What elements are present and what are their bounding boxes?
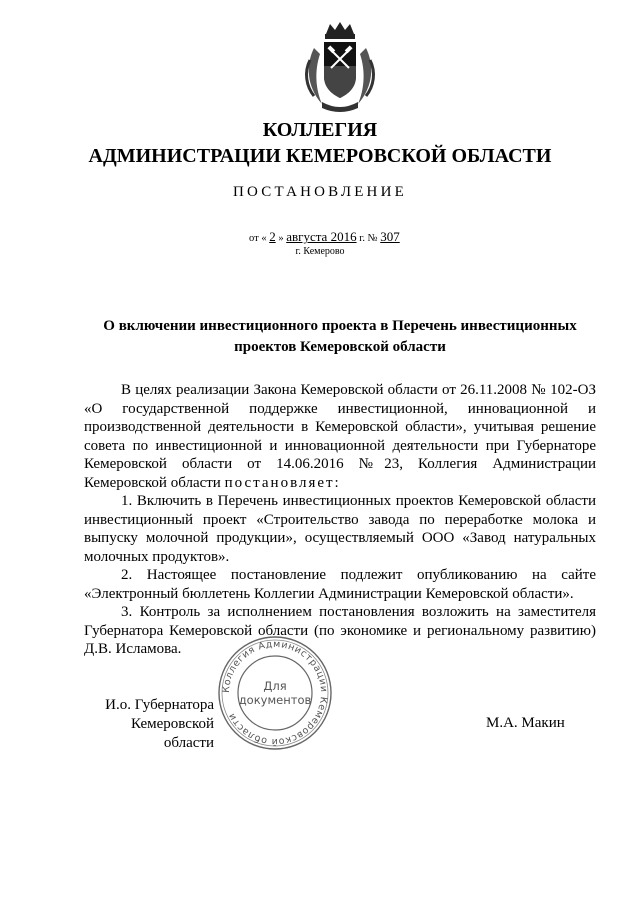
preamble-paragraph [84,381,596,492]
org-name-line1: КОЛЛЕГИЯ [262,119,378,141]
document-number: 307 [380,229,400,244]
org-name-line2: АДМИНИСТРАЦИИ КЕМЕРОВСКОЙ ОБЛАСТИ [88,145,552,167]
stamp-ring-text: Коллегия Администрации Кемеровской области [220,638,330,748]
item-3: 3. Контроль за исполнением постановления возложить на заместителя Губернатора Кемеровской области (по экономике и региональному развитию) Д.В. Исламова. [84,604,596,657]
signatory-name: М.А. Макин [486,715,565,731]
date-month-year: августа 2016 [286,229,357,244]
document-date-number [249,229,400,245]
date-prefix: от « [249,233,267,244]
number-prefix: № [367,233,378,244]
document-subject: О включении инвестиционного проекта в Перечень инвестиционных проектов Кемеровской области [103,318,577,355]
preamble-text: В целях реализации Закона Кемеровской области от 26.11.2008 № 102-ОЗ «О государственной поддержке инвестиционной, инновационной и производственной деятельности в Кемеровской области», учитывая решение совета по инвестиционной и инновационной деятельности при Губернаторе Кемеровской области от 14.06.2016 №23, Коллегия Администрации Кемеровской области [84,382,596,491]
date-suffix: г. [359,233,365,244]
item-1: 1. Включить в Перечень инвестиционных проектов Кемеровской области инвестиционный проект «Строительство завода по переработке молока и выпуску молочной продукции», осуществляемый ООО «Завод натуральных молочных продуктов». [84,493,596,565]
signatory-title-line2: Кемеровской области [131,716,214,751]
preamble-verb: постановляет: [224,474,341,491]
official-stamp [216,634,334,752]
signatory-title [86,696,214,753]
stamp-center-line2: документов [238,693,312,707]
stamp-center-line1: Для [263,679,287,693]
city: г. Кемерово [295,246,345,257]
signatory-title-line1: И.о. Губернатора [105,697,214,713]
item-2: 2. Настоящее постановление подлежит опубликованию на сайте «Электронный бюллетень Коллегии Администрации Кемеровской области». [84,567,596,602]
date-mid: » [278,233,284,244]
document-type: ПОСТАНОВЛЕНИЕ [233,184,407,200]
date-day: 2 [269,229,276,244]
coat-of-arms-emblem [300,20,380,116]
document-body [84,381,596,659]
